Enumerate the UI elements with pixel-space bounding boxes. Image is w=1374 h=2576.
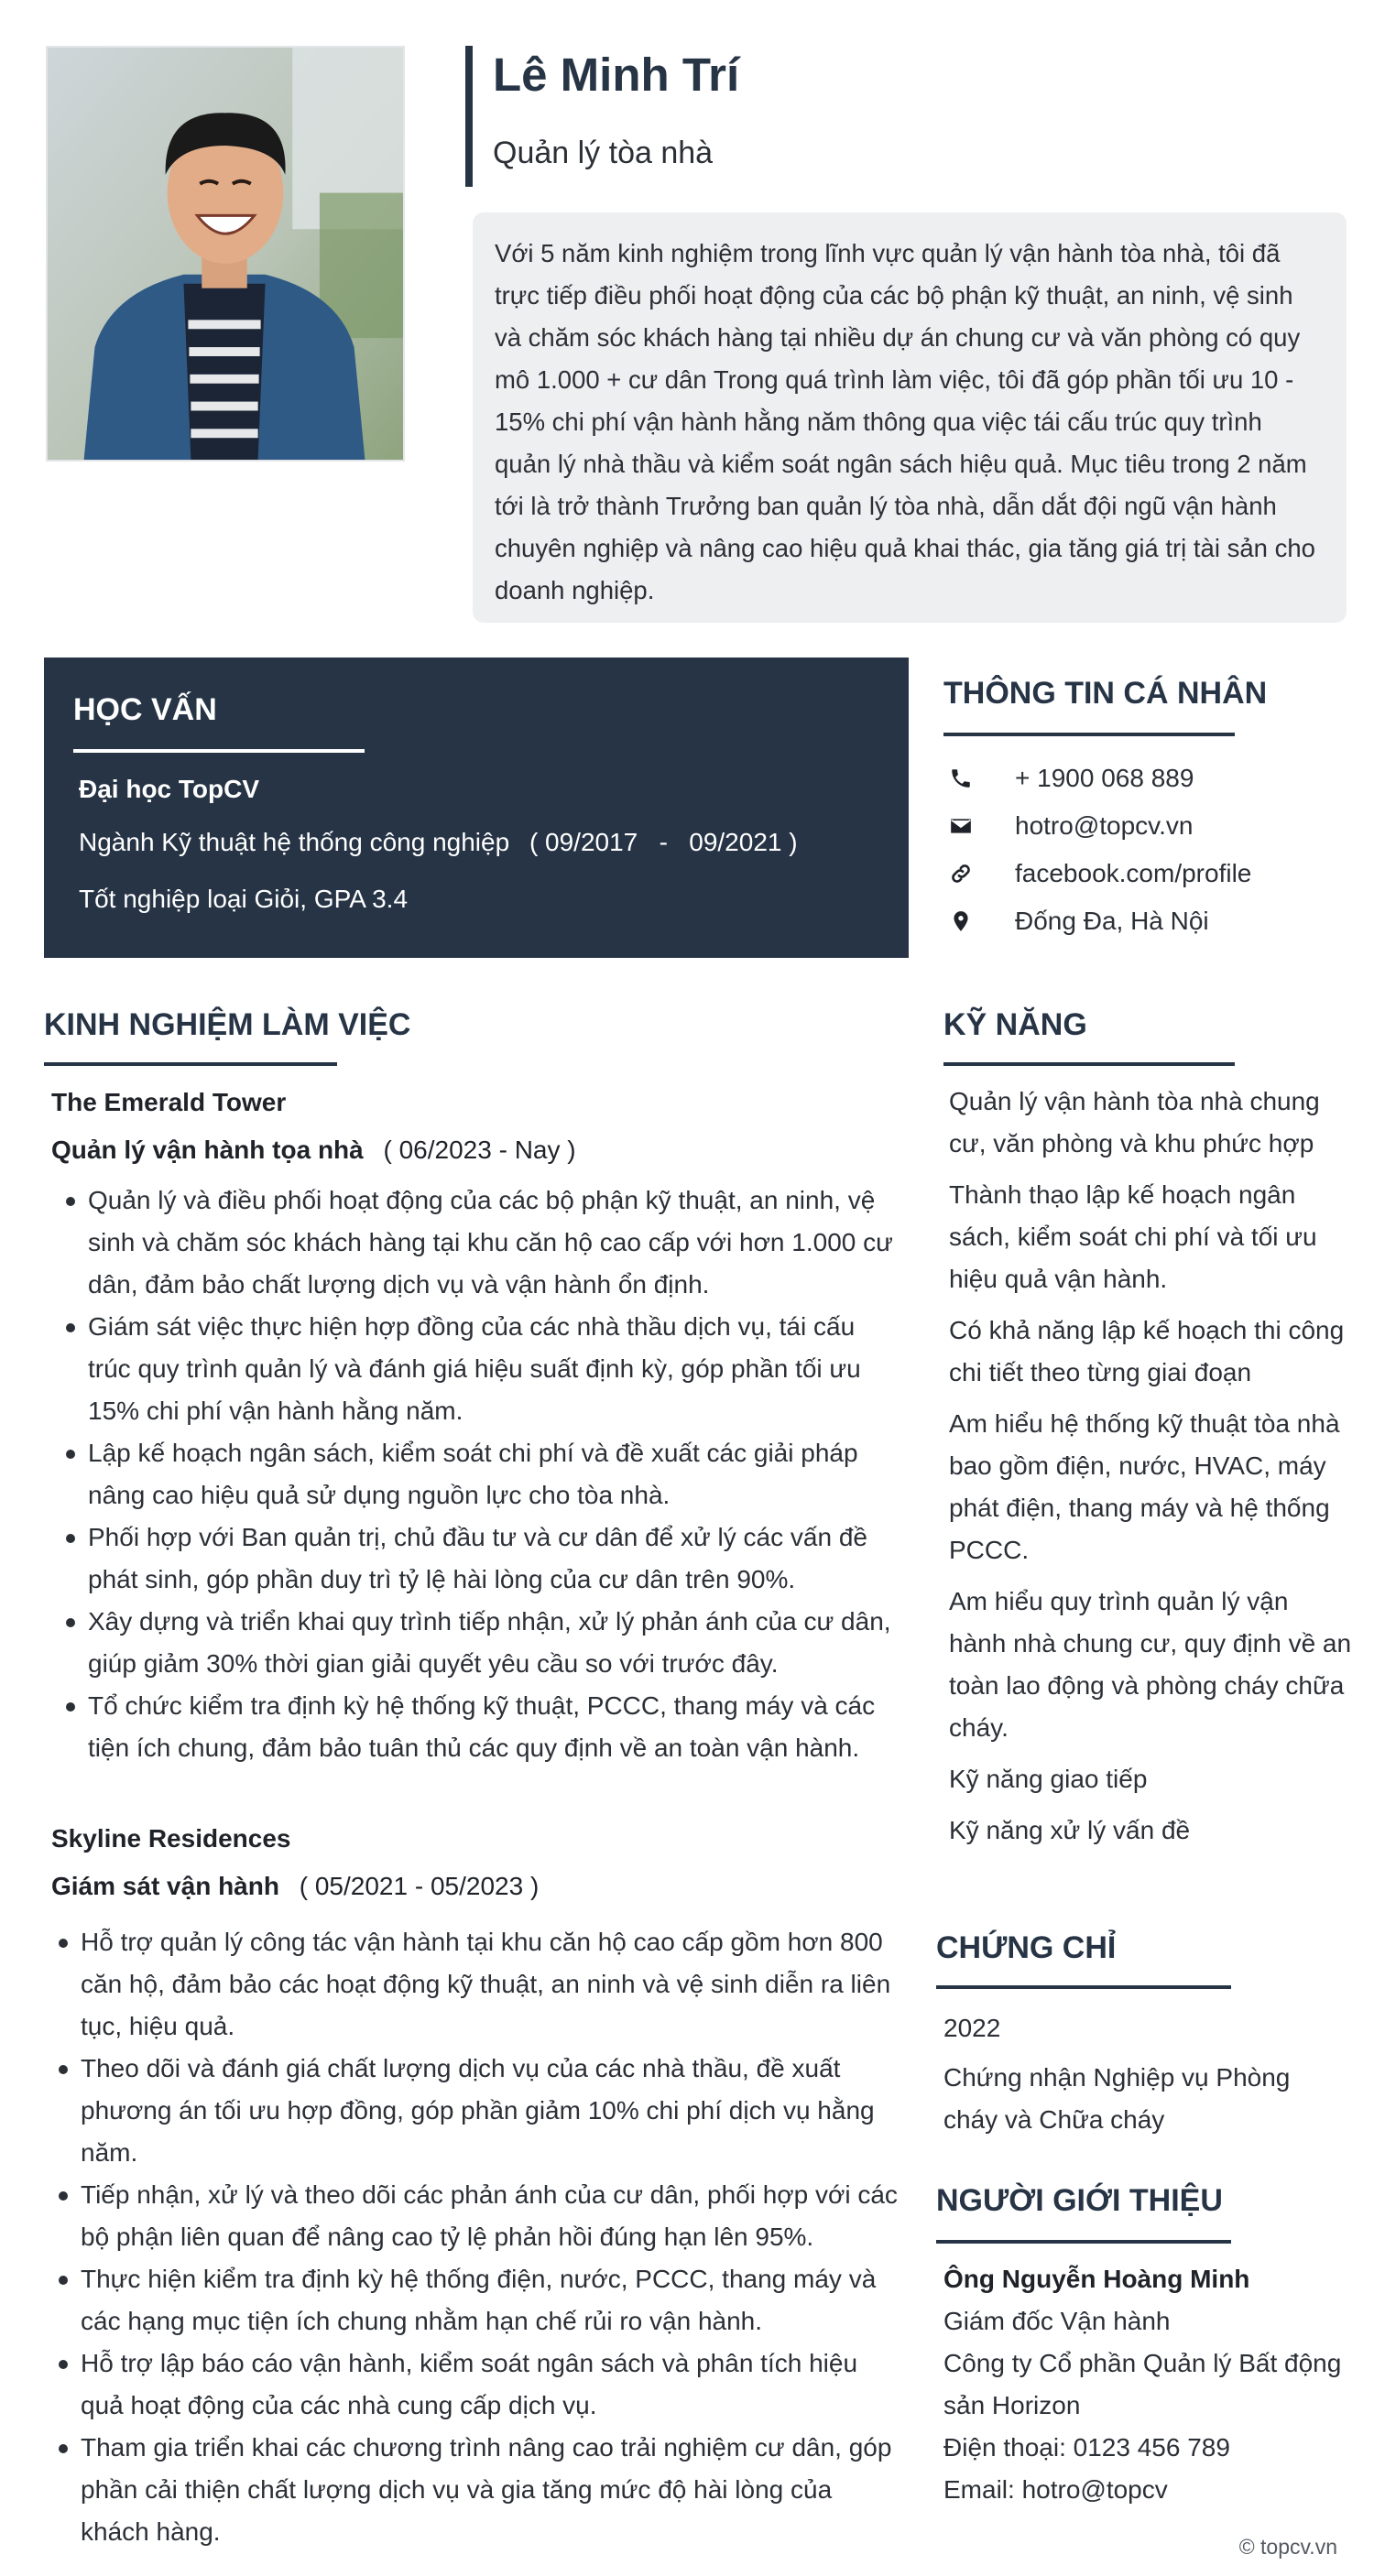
contact-website-text: facebook.com/profile <box>1015 859 1252 887</box>
job-1-role: Quản lý vận hành tọa nhà <box>51 1136 364 1164</box>
list-item: Giám sát việc thực hiện hợp đồng của các nhà thầu dịch vụ, tái cấu trúc quy trình quản lý và đánh giá hiệu suất định kỳ, góp phần tối ưu 15% chi phí vận hành hằng năm. <box>51 1306 903 1432</box>
list-item: Phối hợp với Ban quản trị, chủ đầu tư và cư dân để xử lý các vấn đề phát sinh, góp phần duy trì tỷ lệ hài lòng của cư dân trên 90%. <box>51 1516 903 1601</box>
references-heading-underline <box>936 2240 1231 2244</box>
experience-heading: KINH NGHIỆM LÀM VIỆC <box>44 1007 411 1042</box>
certificates-heading-underline <box>936 1985 1231 1989</box>
skill-item: Kỹ năng giao tiếp <box>949 1765 1148 1793</box>
list-item: Lập kế hoạch ngân sách, kiểm soát chi phí và đề xuất các giải pháp nâng cao hiệu quả sử dụng nguồn lực cho tòa nhà. <box>51 1432 903 1516</box>
skill-item: Am hiểu hệ thống kỹ thuật tòa nhà bao gồm điện, nước, HVAC, máy phát điện, thang máy và hệ thống PCCC. <box>949 1409 1340 1564</box>
education-major: Ngành Kỹ thuật hệ thống công nghiệp <box>79 828 510 856</box>
topcv-watermark: © topcv.vn <box>1238 2535 1337 2559</box>
list-item: Tham gia triển khai các chương trình nâng cao trải nghiệm cư dân, góp phần cải thiện chất lượng dịch vụ và gia tăng mức độ hài lòng của khách hàng. <box>44 2427 903 2553</box>
skill-item: Am hiểu quy trình quản lý vận hành nhà chung cư, quy định về an toàn lao động và phòng cháy chữa cháy. <box>949 1587 1352 1742</box>
reference-entry <box>943 2258 1347 2511</box>
list-item: Hỗ trợ lập báo cáo vận hành, kiểm soát ngân sách và phân tích hiệu quả hoạt động của các nhà cung cấp dịch vụ. <box>44 2342 903 2427</box>
skills-heading: KỸ NĂNG <box>943 1007 1087 1042</box>
contact-heading: THÔNG TIN CÁ NHÂN <box>943 676 1268 711</box>
career-summary: Với 5 năm kinh nghiệm trong lĩnh vực quản lý vận hành tòa nhà, tôi đã trực tiếp điều phối hoạt động của các bộ phận kỹ thuật, an ninh, vệ sinh và chăm sóc khách hàng tại nhiều dự án chung cư và văn phòng có quy mô 1.000 + cư dân Trong quá trình làm việc, tôi đã góp phần tối ưu 10 - 15% chi phí vận hành hằng năm thông qua việc tái cấu trúc quy trình quản lý nhà thầu và kiểm soát ngân sách hiệu quả. Mục tiêu trong 2 năm tới là trở thành Trưởng ban quản lý tòa nhà, dẫn dắt đội ngũ vận hành chuyên nghiệp và nâng cao hiệu quả khai thác, gia tăng giá trị tài sản cho doanh nghiệp. <box>473 212 1347 623</box>
list-item: Tổ chức kiểm tra định kỳ hệ thống kỹ thuật, PCCC, thang máy và các tiện ích chung, đảm bảo tuân thủ các quy định về an toàn vận hành. <box>51 1685 903 1769</box>
education-school: Đại học TopCV <box>79 775 260 803</box>
education-heading-underline <box>73 749 365 753</box>
experience-heading-underline <box>44 1062 337 1066</box>
job-2-achievements <box>44 1921 903 2553</box>
references-heading: NGƯỜI GIỚI THIỆU <box>936 2183 1223 2218</box>
list-item: Theo dõi và đánh giá chất lượng dịch vụ của các nhà thầu, đề xuất phương án tối ưu hợp đồng, góp phần giảm 10% chi phí dịch vụ hằng năm. <box>44 2048 903 2174</box>
reference-company: Công ty Cổ phần Quản lý Bất động sản Horizon <box>943 2349 1342 2419</box>
candidate-name: Lê Minh Trí <box>493 49 740 101</box>
skill-item: Thành thạo lập kế hoạch ngân sách, kiểm soát chi phí và tối ưu hiệu quả vận hành. <box>949 1180 1317 1293</box>
list-item: Hỗ trợ quản lý công tác vận hành tại khu căn hộ cao cấp gồm hơn 800 căn hộ, đảm bảo các hoạt động kỹ thuật, an ninh và vệ sinh diễn ra liên tục, hiệu quả. <box>44 1921 903 2048</box>
certificate-name: Chứng nhận Nghiệp vụ Phòng cháy và Chữa cháy <box>943 2063 1291 2134</box>
reference-phone: Điện thoại: 0123 456 789 <box>943 2433 1230 2462</box>
job-1-role-row <box>51 1136 576 1165</box>
profile-photo <box>46 46 405 462</box>
phone-icon <box>947 765 975 792</box>
contact-email <box>947 808 1193 844</box>
link-icon <box>947 860 975 887</box>
job-2-role: Giám sát vận hành <box>51 1872 279 1900</box>
certificate-year: 2022 <box>943 2014 1001 2042</box>
education-period: ( 09/2017 - 09/2021 ) <box>529 828 798 856</box>
list-item: Xây dựng và triển khai quy trình tiếp nhận, xử lý phản ánh của cư dân, giúp giảm 30% thời gian giải quyết yêu cầu so với trước đây. <box>51 1601 903 1685</box>
email-icon <box>947 812 975 840</box>
contact-phone-text: + 1900 068 889 <box>1015 764 1194 792</box>
skills-list <box>949 1081 1352 1852</box>
job-1-period: ( 06/2023 - Nay ) <box>383 1136 576 1164</box>
contact-email-text: hotro@topcv.vn <box>1015 811 1194 840</box>
job-title: Quản lý tòa nhà <box>493 136 714 170</box>
education-major-row <box>79 828 798 857</box>
list-item: Tiếp nhận, xử lý và theo dõi các phản ánh của cư dân, phối hợp với các bộ phận liên quan để nâng cao tỷ lệ phản hồi đúng hạn lên 95%. <box>44 2174 903 2258</box>
name-accent-bar <box>465 46 473 187</box>
contact-phone <box>947 760 1194 797</box>
job-2-period: ( 05/2021 - 05/2023 ) <box>299 1872 540 1900</box>
list-item: Thực hiện kiểm tra định kỳ hệ thống điện, nước, PCCC, thang máy và các hạng mục tiện ích chung nhằm hạn chế rủi ro vận hành. <box>44 2258 903 2342</box>
contact-address <box>947 903 1209 940</box>
contact-website <box>947 855 1251 892</box>
job-1-company: The Emerald Tower <box>51 1088 287 1116</box>
location-icon <box>947 908 975 935</box>
job-1-achievements <box>51 1179 903 1769</box>
skills-heading-underline <box>943 1062 1235 1066</box>
contact-heading-underline <box>943 733 1235 736</box>
reference-position: Giám đốc Vận hành <box>943 2307 1171 2335</box>
skill-item: Có khả năng lập kế hoạch thi công chi tiết theo từng giai đoạn <box>949 1316 1345 1386</box>
contact-address-text: Đống Đa, Hà Nội <box>1015 907 1209 935</box>
list-item: Quản lý và điều phối hoạt động của các bộ phận kỹ thuật, an ninh, vệ sinh và chăm sóc khách hàng tại khu căn hộ cao cấp với hơn 1.000 cư dân, đảm bảo chất lượng dịch vụ và vận hành ổn định. <box>51 1179 903 1306</box>
job-2-company: Skyline Residences <box>51 1824 291 1853</box>
education-grade: Tốt nghiệp loại Giỏi, GPA 3.4 <box>79 885 409 913</box>
education-heading: HỌC VẤN <box>73 692 217 727</box>
reference-email: Email: hotro@topcv <box>943 2475 1168 2504</box>
certificate-entry <box>943 2007 1347 2141</box>
skill-item: Kỹ năng xử lý vấn đề <box>949 1816 1191 1844</box>
reference-name: Ông Nguyễn Hoàng Minh <box>943 2265 1250 2293</box>
job-2-role-row <box>51 1872 539 1901</box>
certificates-heading: CHỨNG CHỈ <box>936 1930 1117 1965</box>
skill-item: Quản lý vận hành tòa nhà chung cư, văn phòng và khu phức hợp <box>949 1087 1320 1158</box>
